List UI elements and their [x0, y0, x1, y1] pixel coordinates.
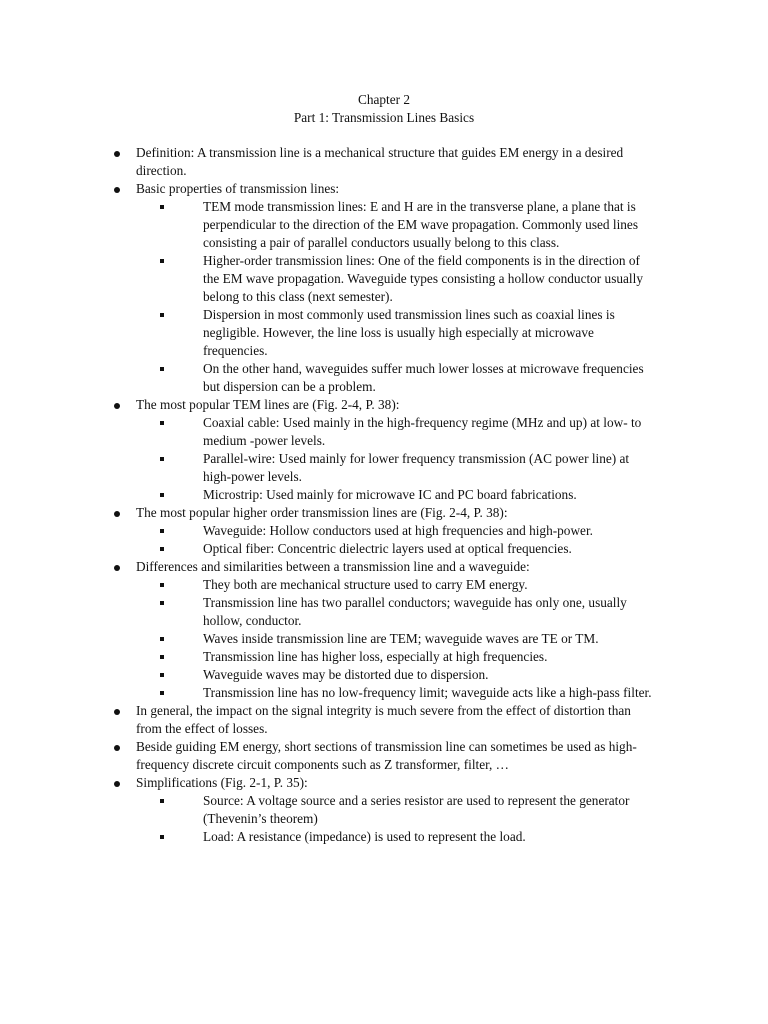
sub-list-item-text: Microstrip: Used mainly for microwave IC and PC board fabrications.: [203, 487, 577, 502]
list-item: [0, 396, 656, 504]
part-title: Part 1: Transmission Lines Basics: [293, 110, 475, 125]
list-item: [0, 558, 656, 702]
square-bullet-icon: [160, 583, 164, 587]
sub-list-item: [203, 594, 656, 630]
list-item: [0, 702, 656, 738]
sub-list-item: [203, 360, 656, 396]
bullet-dot-icon: [114, 403, 120, 409]
list-item-text: Beside guiding EM energy, short sections of transmission line can sometimes be used as high-frequency discrete circuit components such as Z transformer, filter, …: [136, 739, 637, 772]
sub-list-item-text: Load: A resistance (impedance) is used to represent the load.: [203, 829, 526, 844]
sub-list-item-text: Parallel-wire: Used mainly for lower frequency transmission (AC power line) at high-power levels.: [203, 451, 630, 484]
sub-list-item: [203, 414, 656, 450]
sub-list-item: [203, 576, 656, 594]
sub-list: [136, 522, 656, 558]
square-bullet-icon: [160, 655, 164, 659]
sub-list-item-text: TEM mode transmission lines: E and H are in the transverse plane, a plane that is perpendicular to the direction of the EM wave propagation. Commonly used lines consisting a pair of parallel conductors usually belong to this class.: [203, 199, 638, 250]
sub-list-item: [203, 648, 656, 666]
list-item-text: Definition: A transmission line is a mechanical structure that guides EM energy in a desired direction.: [136, 145, 624, 178]
sub-list-item: [203, 306, 656, 360]
sub-list-item: [203, 630, 656, 648]
sub-list-item-text: On the other hand, waveguides suffer much lower losses at microwave frequencies but dispersion can be a problem.: [203, 361, 644, 394]
sub-list-item: [203, 198, 656, 252]
square-bullet-icon: [160, 457, 164, 461]
list-item: [0, 504, 656, 558]
sub-list-item-text: Waveguide waves may be distorted due to dispersion.: [203, 667, 489, 682]
square-bullet-icon: [160, 601, 164, 605]
sub-list-item-text: Waveguide: Hollow conductors used at high frequencies and high-power.: [203, 523, 593, 538]
square-bullet-icon: [160, 205, 164, 209]
sub-list-item: [203, 684, 656, 702]
square-bullet-icon: [160, 421, 164, 425]
bullet-dot-icon: [114, 565, 120, 571]
square-bullet-icon: [160, 637, 164, 641]
list-item-text: The most popular TEM lines are (Fig. 2-4, P. 38):: [136, 397, 400, 412]
sub-list-item: [203, 828, 656, 846]
list-item: [0, 144, 656, 180]
sub-list-item: [203, 252, 656, 306]
sub-list-item-text: They both are mechanical structure used to carry EM energy.: [203, 577, 528, 592]
square-bullet-icon: [160, 367, 164, 371]
square-bullet-icon: [160, 547, 164, 551]
sub-list-item-text: Transmission line has higher loss, especially at high frequencies.: [203, 649, 548, 664]
list-item: [0, 774, 656, 846]
square-bullet-icon: [160, 259, 164, 263]
sub-list: [136, 198, 656, 396]
sub-list-item-text: Transmission line has no low-frequency limit; waveguide acts like a high-pass filter.: [203, 685, 652, 700]
sub-list-item: [203, 450, 656, 486]
list-item-text: Basic properties of transmission lines:: [136, 181, 340, 196]
list-item-text: In general, the impact on the signal integrity is much severe from the effect of distortion than from the effect of losses.: [136, 703, 631, 736]
sub-list-item-text: Higher-order transmission lines: One of the field components is in the direction of the EM wave propagation. Waveguide types consisting a hollow conductor usually belong to this class (next semester).: [203, 253, 643, 304]
list-item-text: Simplifications (Fig. 2-1, P. 35):: [136, 775, 308, 790]
sub-list-item: [203, 792, 656, 828]
sub-list: [136, 414, 656, 504]
bullet-dot-icon: [114, 781, 120, 787]
square-bullet-icon: [160, 313, 164, 317]
bullet-dot-icon: [114, 745, 120, 751]
bullet-dot-icon: [114, 709, 120, 715]
title-block: [0, 91, 768, 127]
sub-list-item: [203, 666, 656, 684]
chapter-title: Chapter 2: [357, 92, 411, 107]
sub-list-item-text: Source: A voltage source and a series resistor are used to represent the generator (Thevenin’s theorem): [203, 793, 630, 826]
list-item: [0, 738, 656, 774]
sub-list-item: [203, 540, 656, 558]
sub-list-item: [203, 486, 656, 504]
list-item-text: Differences and similarities between a transmission line and a waveguide:: [136, 559, 530, 574]
sub-list-item-text: Dispersion in most commonly used transmission lines such as coaxial lines is negligible. However, the line loss is usually high especially at microwave frequencies.: [203, 307, 615, 358]
square-bullet-icon: [160, 799, 164, 803]
square-bullet-icon: [160, 529, 164, 533]
bullet-dot-icon: [114, 151, 120, 157]
sub-list-item-text: Coaxial cable: Used mainly in the high-frequency regime (MHz and up) at low- to medium -power levels.: [203, 415, 642, 448]
bullet-dot-icon: [114, 511, 120, 517]
sub-list: [136, 576, 656, 702]
square-bullet-icon: [160, 691, 164, 695]
square-bullet-icon: [160, 835, 164, 839]
square-bullet-icon: [160, 673, 164, 677]
sub-list-item-text: Waves inside transmission line are TEM; waveguide waves are TE or TM.: [203, 631, 599, 646]
list-item-text: The most popular higher order transmission lines are (Fig. 2-4, P. 38):: [136, 505, 508, 520]
bullet-list: [0, 144, 768, 846]
square-bullet-icon: [160, 493, 164, 497]
list-item: [0, 180, 656, 396]
sub-list-item-text: Transmission line has two parallel conductors; waveguide has only one, usually hollow, conductor.: [203, 595, 627, 628]
sub-list-item-text: Optical fiber: Concentric dielectric layers used at optical frequencies.: [203, 541, 572, 556]
sub-list-item: [203, 522, 656, 540]
bullet-dot-icon: [114, 187, 120, 193]
sub-list: [136, 792, 656, 846]
